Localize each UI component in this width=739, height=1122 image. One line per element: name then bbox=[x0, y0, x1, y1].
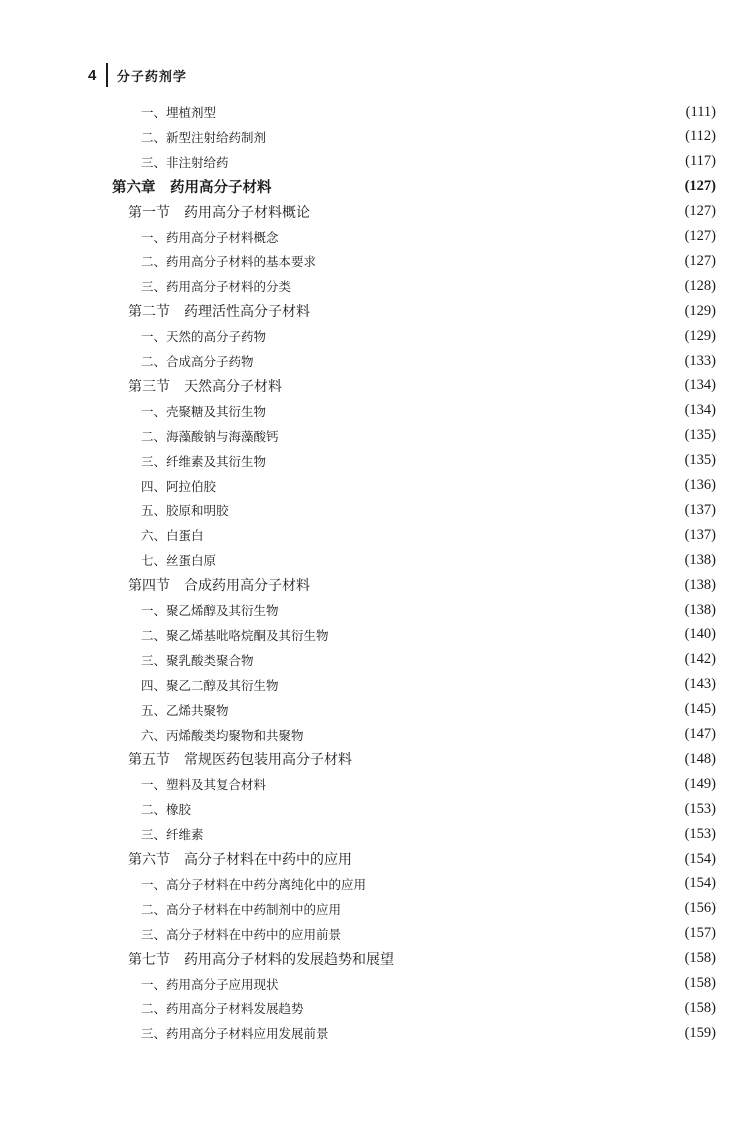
toc-entry-title: 一、聚乙烯醇及其衍生物 bbox=[141, 603, 279, 618]
toc-section[interactable] bbox=[0, 747, 739, 771]
toc-entry-page: (134) bbox=[684, 377, 716, 394]
toc-item[interactable] bbox=[0, 872, 739, 896]
toc-entry-page: (138) bbox=[684, 551, 716, 568]
toc-item[interactable] bbox=[0, 698, 739, 722]
toc-entry-page: (153) bbox=[684, 825, 716, 842]
toc-item[interactable] bbox=[0, 274, 739, 298]
dot-leader bbox=[220, 100, 682, 124]
toc-item[interactable] bbox=[0, 424, 739, 448]
toc-item[interactable] bbox=[0, 897, 739, 921]
toc-entry-page: (142) bbox=[684, 651, 716, 668]
toc-entry-page: (158) bbox=[684, 975, 716, 991]
toc-entry-page: (135) bbox=[684, 452, 716, 469]
toc-item[interactable] bbox=[0, 548, 739, 572]
toc-entry-page: (147) bbox=[684, 726, 716, 742]
toc-section[interactable] bbox=[0, 374, 739, 398]
dot-leader bbox=[333, 1021, 681, 1045]
dot-leader bbox=[233, 498, 681, 522]
header-divider bbox=[106, 63, 108, 87]
toc-entry-page: (138) bbox=[684, 601, 716, 618]
dot-leader bbox=[295, 274, 681, 298]
toc-entry-page: (145) bbox=[684, 701, 716, 718]
toc-entry-title: 二、聚乙烯基吡咯烷酮及其衍生物 bbox=[141, 627, 329, 643]
dot-leader bbox=[320, 249, 681, 273]
toc-entry-page: (148) bbox=[684, 750, 716, 767]
toc-entry-page: (154) bbox=[684, 850, 716, 867]
dot-leader bbox=[345, 897, 681, 921]
dot-leader bbox=[345, 922, 681, 946]
toc-entry-page: (129) bbox=[684, 327, 716, 344]
toc-item[interactable] bbox=[0, 150, 739, 174]
dot-leader bbox=[270, 399, 681, 423]
toc-entry-page: (134) bbox=[684, 402, 716, 419]
toc-entry-title: 一、药用高分子应用现状 bbox=[141, 976, 279, 992]
toc-item[interactable] bbox=[0, 623, 739, 647]
toc-entry-title: 六、丙烯酸类均聚物和共聚物 bbox=[141, 727, 304, 743]
dot-leader bbox=[233, 150, 682, 174]
toc-item[interactable] bbox=[0, 100, 739, 124]
toc-entry-page: (143) bbox=[684, 676, 716, 693]
toc-section[interactable] bbox=[0, 299, 739, 323]
toc-entry-page: (133) bbox=[684, 352, 716, 369]
toc-entry-page: (159) bbox=[684, 1024, 716, 1041]
toc-item[interactable] bbox=[0, 648, 739, 672]
dot-leader bbox=[286, 374, 681, 398]
toc-entry-page: (138) bbox=[684, 576, 716, 593]
toc-item[interactable] bbox=[0, 772, 739, 796]
dot-leader bbox=[258, 648, 681, 672]
toc-entry-page: (157) bbox=[684, 925, 716, 942]
toc-entry-title: 三、高分子材料在中药中的应用前景 bbox=[141, 926, 342, 942]
toc-item[interactable] bbox=[0, 922, 739, 946]
toc-entry-title: 一、天然的高分子药物 bbox=[141, 329, 267, 345]
toc-item[interactable] bbox=[0, 523, 739, 547]
dot-leader bbox=[283, 972, 681, 996]
toc-entry-title: 第二节 药理活性高分子材料 bbox=[128, 304, 310, 321]
toc-entry-title: 一、埋植剂型 bbox=[141, 105, 217, 120]
toc-entry-title: 二、新型注射给药制剂 bbox=[141, 129, 267, 145]
dot-leader bbox=[370, 872, 681, 896]
toc-entry-title: 五、乙烯共聚物 bbox=[141, 702, 229, 718]
dot-leader bbox=[220, 548, 681, 572]
dot-leader bbox=[258, 349, 681, 373]
toc-entry-title: 一、药用高分子材料概念 bbox=[141, 229, 279, 245]
dot-leader bbox=[314, 573, 681, 597]
dot-leader bbox=[283, 673, 681, 697]
toc-entry-page: (112) bbox=[685, 128, 716, 145]
toc-item[interactable] bbox=[0, 972, 739, 996]
toc-entry-page: (117) bbox=[685, 153, 716, 170]
toc-item[interactable] bbox=[0, 498, 739, 522]
running-header bbox=[88, 62, 187, 88]
toc-section[interactable] bbox=[0, 947, 739, 971]
dot-leader bbox=[356, 747, 681, 771]
dot-leader bbox=[270, 772, 681, 796]
dot-leader bbox=[283, 424, 681, 448]
toc-entry-title: 二、海藻酸钠与海藻酸钙 bbox=[141, 428, 279, 444]
toc-entry-page: (153) bbox=[684, 800, 716, 817]
toc-entry-title: 第七节 药用高分子材料的发展趋势和展望 bbox=[128, 951, 394, 968]
toc-entry-title: 三、纤维素及其衍生物 bbox=[141, 453, 267, 469]
toc-item[interactable] bbox=[0, 449, 739, 473]
toc-entry-title: 六、白蛋白 bbox=[141, 528, 204, 544]
dot-leader bbox=[308, 996, 681, 1020]
toc-item[interactable] bbox=[0, 996, 739, 1020]
dot-leader bbox=[208, 822, 681, 846]
toc-entry-title: 一、壳聚糖及其衍生物 bbox=[141, 403, 267, 419]
toc-entry-title: 二、药用高分子材料的基本要求 bbox=[141, 254, 317, 270]
toc-entry-page: (149) bbox=[684, 775, 716, 792]
toc-entry-page: (127) bbox=[684, 203, 716, 220]
toc-entry-title: 第五节 常规医药包装用高分子材料 bbox=[128, 752, 352, 769]
book-title: 分子药剂学 bbox=[116, 69, 187, 85]
toc-entry-title: 四、阿拉伯胶 bbox=[141, 478, 217, 494]
toc-entry-title: 第三节 天然高分子材料 bbox=[128, 378, 282, 395]
toc-item[interactable] bbox=[0, 125, 739, 149]
dot-leader bbox=[276, 175, 681, 199]
toc-item[interactable] bbox=[0, 723, 739, 747]
toc-entry-page: (137) bbox=[684, 526, 716, 543]
toc-entry-page: (135) bbox=[684, 427, 716, 444]
toc-chapter[interactable] bbox=[0, 175, 739, 199]
toc-item[interactable] bbox=[0, 474, 739, 498]
dot-leader bbox=[195, 797, 681, 821]
toc-entry-page: (136) bbox=[684, 477, 716, 493]
toc-item[interactable] bbox=[0, 399, 739, 423]
toc-entry-page: (154) bbox=[684, 875, 716, 892]
toc-entry-title: 第六章 药用高分子材料 bbox=[112, 179, 272, 197]
toc-entry-title: 三、非注射给药 bbox=[141, 154, 229, 170]
toc-entry-title: 四、聚乙二醇及其衍生物 bbox=[141, 677, 279, 693]
toc-entry-title: 五、胶原和明胶 bbox=[141, 503, 229, 519]
dot-leader bbox=[398, 947, 681, 971]
toc-entry-page: (111) bbox=[685, 103, 716, 120]
toc-entry-title: 二、药用高分子材料发展趋势 bbox=[141, 1001, 304, 1017]
toc-item[interactable] bbox=[0, 797, 739, 821]
dot-leader bbox=[270, 125, 681, 149]
dot-leader bbox=[220, 474, 681, 498]
toc-entry-page: (158) bbox=[684, 999, 716, 1016]
toc-item[interactable] bbox=[0, 324, 739, 348]
toc-entry-title: 一、塑料及其复合材料 bbox=[141, 777, 267, 793]
dot-leader bbox=[356, 847, 681, 871]
dot-leader bbox=[208, 523, 681, 547]
toc-entry-title: 一、高分子材料在中药分离纯化中的应用 bbox=[141, 876, 367, 892]
dot-leader bbox=[283, 598, 681, 622]
toc-entry-title: 二、合成高分子药物 bbox=[141, 354, 254, 369]
toc-entry-title: 三、聚乳酸类聚合物 bbox=[141, 652, 254, 668]
toc-entry-title: 第六节 高分子材料在中药中的应用 bbox=[128, 852, 352, 868]
toc-item[interactable] bbox=[0, 598, 739, 622]
toc-entry-page: (140) bbox=[684, 626, 716, 643]
toc-item[interactable] bbox=[0, 1021, 739, 1045]
toc-item[interactable] bbox=[0, 349, 739, 373]
toc-entry-title: 三、纤维素 bbox=[141, 827, 204, 843]
toc-entry-title: 第一节 药用高分子材料概论 bbox=[128, 204, 310, 221]
toc-entry-title: 二、高分子材料在中药制剂中的应用 bbox=[141, 901, 342, 917]
page-number: 4 bbox=[88, 66, 97, 84]
toc-item[interactable] bbox=[0, 249, 739, 273]
dot-leader bbox=[270, 449, 681, 473]
dot-leader bbox=[308, 723, 681, 747]
toc-item[interactable] bbox=[0, 673, 739, 697]
toc-entry-page: (127) bbox=[684, 252, 716, 269]
toc-entry-page: (129) bbox=[684, 302, 716, 319]
dot-leader bbox=[314, 299, 681, 323]
toc-section[interactable] bbox=[0, 200, 739, 224]
toc-entry-title: 二、橡胶 bbox=[141, 802, 192, 818]
dot-leader bbox=[314, 200, 681, 224]
toc-entry-title: 七、丝蛋白原 bbox=[141, 553, 217, 569]
toc-entry-page: (156) bbox=[684, 900, 716, 917]
toc-entry-page: (137) bbox=[684, 501, 716, 518]
toc-entry-title: 第四节 合成药用高分子材料 bbox=[128, 578, 310, 595]
dot-leader bbox=[233, 698, 681, 722]
toc-entry-page: (127) bbox=[684, 228, 716, 244]
toc-section[interactable] bbox=[0, 573, 739, 597]
toc-entry-page: (127) bbox=[684, 178, 716, 195]
dot-leader bbox=[270, 324, 681, 348]
toc-entry-page: (128) bbox=[684, 277, 716, 294]
dot-leader bbox=[283, 225, 681, 249]
toc-section[interactable] bbox=[0, 847, 739, 871]
dot-leader bbox=[333, 623, 681, 647]
toc-entry-title: 三、药用高分子材料的分类 bbox=[141, 279, 292, 295]
toc-item[interactable] bbox=[0, 225, 739, 249]
toc-entry-page: (158) bbox=[684, 950, 716, 967]
toc-item[interactable] bbox=[0, 822, 739, 846]
toc-entry-title: 三、药用高分子材料应用发展前景 bbox=[141, 1026, 329, 1042]
